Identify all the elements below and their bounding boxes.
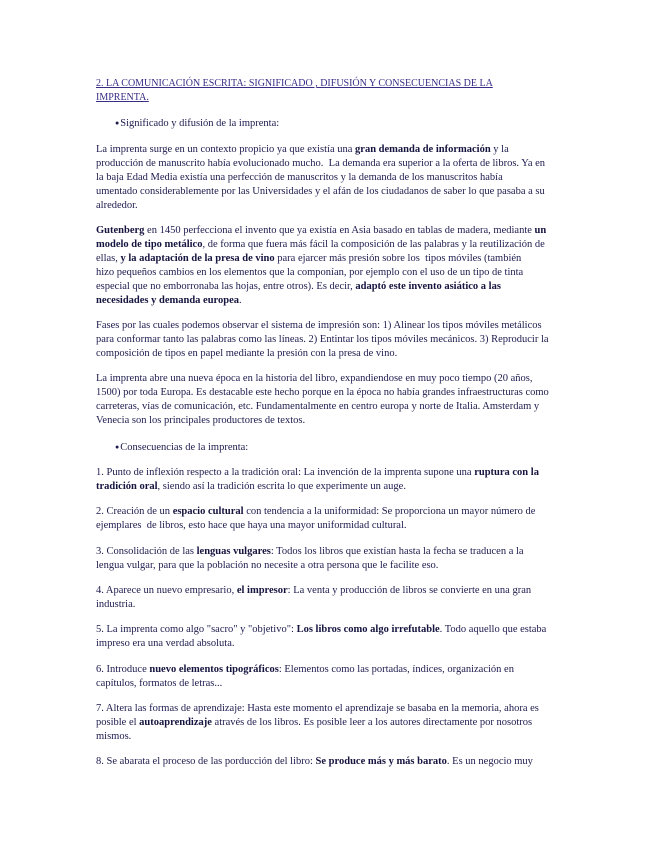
text-line <box>96 294 635 308</box>
text-run: hizo pequeños cambios en los elementos que la componían, por ejemplo con el uso de un tipo de tinta <box>96 266 524 278</box>
text-run: , de forma que fuera más fácil la composición de las palabras y la reutilización de <box>202 238 545 250</box>
text-run: carreteras, vías de comunicación, etc. Fundamentalmente en centro europa y norte de Italia. Amsterdam y <box>96 401 540 413</box>
text-line <box>96 252 635 266</box>
bold-text: espacio cultural <box>172 506 244 518</box>
paragraph <box>96 545 635 573</box>
text-run: . Es un negocio muy <box>446 756 533 768</box>
text-run: Fases por las cuales podemos observar el sistema de impresión son: 1) Alinear los tipos móviles metálicos <box>96 320 542 332</box>
text-line <box>96 143 635 157</box>
paragraph <box>96 505 635 533</box>
text-line <box>96 584 635 598</box>
text-run: para ejarcer más presión sobre los tipos móviles (también <box>274 252 522 264</box>
text-run: : La venta y producción de libros se convierte en una gran <box>287 584 532 596</box>
text-run: 4. Aparece un nuevo empresario, <box>96 584 237 596</box>
text-line <box>96 505 635 519</box>
text-line <box>115 116 635 131</box>
paragraph <box>96 584 635 612</box>
text-line <box>96 545 635 559</box>
text-run: 8. Se abarata el proceso de las porducción del libro: <box>96 756 316 768</box>
heading-line: IMPRENTA. <box>96 92 149 103</box>
bold-text: y la adaptación de la presa de vino <box>120 252 275 264</box>
bold-text: adaptó este invento asiático a las <box>355 280 501 292</box>
text-line <box>96 480 635 494</box>
bold-text: Los libros como algo irrefutable <box>296 624 440 636</box>
paragraph <box>96 372 635 428</box>
text-run: através de los libros. Es posible leer a los autores directamente por nosotros <box>211 716 533 728</box>
text-run: impreso era una verdad absoluta. <box>96 638 235 650</box>
text-run: . Todo aquello que estaba <box>439 624 547 636</box>
text-line <box>96 185 635 199</box>
document-body <box>96 77 635 769</box>
text-run: ejemplares de libros, esto hace que haya una mayor uniformidad cultural. <box>96 520 407 532</box>
text-line <box>96 280 635 294</box>
text-line <box>96 702 635 716</box>
bold-text: nuevo elementos tipográficos <box>149 663 279 675</box>
text-run: : Todos los libros que existían hasta la fecha se traducen a la <box>270 545 524 557</box>
text-line <box>96 730 635 744</box>
text-line <box>96 755 635 769</box>
text-run: producción de manuscrito había evolucionado mucho. La demanda era superior a la oferta de libros. Ya en <box>96 157 546 169</box>
bold-text: gran demanda de información <box>355 143 491 155</box>
text-line <box>96 171 635 185</box>
text-run: lengua vulgar, para que la población no necesite a otra persona que le facilite eso. <box>96 559 439 571</box>
bold-text: necesidades y demanda europea <box>96 294 240 306</box>
text-line <box>96 598 635 612</box>
text-line <box>96 386 635 400</box>
text-run: Consecuencias de la imprenta: <box>120 441 249 453</box>
document-blocks <box>96 116 635 769</box>
bold-text: modelo de tipo metálico <box>96 238 203 250</box>
text-line <box>96 623 635 637</box>
text-line <box>96 347 635 361</box>
bold-text: ruptura con la <box>474 467 539 479</box>
text-run: mismos. <box>96 730 132 742</box>
text-line <box>96 677 635 691</box>
text-run: umentado considerablemente por las Universidades y el afán de los ciudadanos de saber lo que pasaba a su <box>96 185 545 197</box>
text-run: La imprenta abre una nueva época en la historia del libro, expandiendose en muy poco tiempo (20 años, <box>96 373 533 385</box>
section-heading <box>96 77 635 105</box>
text-run: 3. Consolidación de las <box>96 545 197 557</box>
text-run: 7. Altera las formas de aprendizaje: Hasta este momento el aprendizaje se basaba en la memoria, ahora es <box>96 702 539 714</box>
text-run: capítulos, formatos de letras... <box>96 677 223 689</box>
text-run: . <box>239 294 242 306</box>
text-run: posible el <box>96 716 140 728</box>
paragraph <box>96 663 635 691</box>
text-run: en 1450 perfecciona el invento que ya existía en Asia basado en tablas de madera, mediante <box>144 224 535 236</box>
text-line <box>96 372 635 386</box>
paragraph <box>96 319 635 361</box>
text-run: Significado y difusión de la imprenta: <box>120 118 280 130</box>
text-line <box>96 519 635 533</box>
text-run: alrededor. <box>96 199 138 211</box>
bold-text: el impresor <box>236 584 288 596</box>
bold-text: Gutenberg <box>96 224 145 236</box>
text-run: y la <box>490 143 509 155</box>
paragraph <box>96 702 635 744</box>
text-line <box>96 466 635 480</box>
text-run: ellas, <box>96 252 121 264</box>
bold-text: un <box>534 224 547 236</box>
text-line <box>115 440 635 455</box>
text-run: La imprenta surge en un contexto propicio ya que existía una <box>96 143 356 155</box>
heading-line: 2. LA COMUNICACIÓN ESCRITA: SIGNIFICADO , DIFUSIÓN Y CONSECUENCIAS DE LA <box>96 78 493 89</box>
text-run: 2. Creación de un <box>96 506 173 518</box>
text-line <box>96 319 635 333</box>
text-run: 6. Introduce <box>96 663 150 675</box>
text-run: la baja Edad Media existía una perfección de manuscritos y la demanda de los manuscritos había <box>96 171 503 183</box>
text-run: 1500) por toda Europa. Es destacable este hecho porque en la época no había grandes infraestructuras como <box>96 387 549 399</box>
bold-text: lenguas vulgares <box>196 545 271 557</box>
bold-text: Se produce más y más barato <box>315 756 447 768</box>
text-run: 5. La imprenta como algo "sacro" y "objetivo": <box>96 624 297 636</box>
text-line <box>96 199 635 213</box>
paragraph <box>96 623 635 651</box>
bullet-icon: ● <box>115 119 120 128</box>
paragraph <box>96 224 635 308</box>
bold-text: autoaprendizaje <box>139 716 212 728</box>
text-line <box>96 400 635 414</box>
paragraph <box>96 755 635 769</box>
bullet-heading <box>96 116 635 131</box>
text-run: para conformar tanto las palabras como las líneas. 2) Entintar los tipos móviles mecánicos. 3) Reproducir la <box>96 334 549 346</box>
text-line <box>96 716 635 730</box>
paragraph <box>96 143 635 213</box>
text-line <box>96 637 635 651</box>
text-run: especial que no emborronaba las hojas, entre otros). Es decir, <box>96 280 356 292</box>
text-run: , siendo así la tradición escrita lo que experimente un auge. <box>157 481 406 493</box>
bullet-heading <box>96 440 635 455</box>
text-run: composición de tipos en papel mediante la presión con la presa de vino. <box>96 348 398 360</box>
paragraph <box>96 466 635 494</box>
text-run: Venecia son los principales productores de textos. <box>96 415 306 427</box>
text-run: : Elementos como las portadas, índices, organización en <box>278 663 514 675</box>
text-line <box>96 333 635 347</box>
text-line <box>96 266 635 280</box>
text-line <box>96 414 635 428</box>
text-line <box>96 663 635 677</box>
text-line <box>96 559 635 573</box>
text-run: industria. <box>96 598 136 610</box>
bold-text: tradición oral <box>96 481 158 493</box>
text-run: 1. Punto de inflexión respecto a la tradición oral: La invención de la imprenta supone una <box>96 467 475 479</box>
text-line <box>96 157 635 171</box>
text-run: con tendencia a la uniformidad: Se proporciona un mayor número de <box>243 506 536 518</box>
text-line <box>96 238 635 252</box>
text-line <box>96 224 635 238</box>
bullet-icon: ● <box>115 442 120 451</box>
